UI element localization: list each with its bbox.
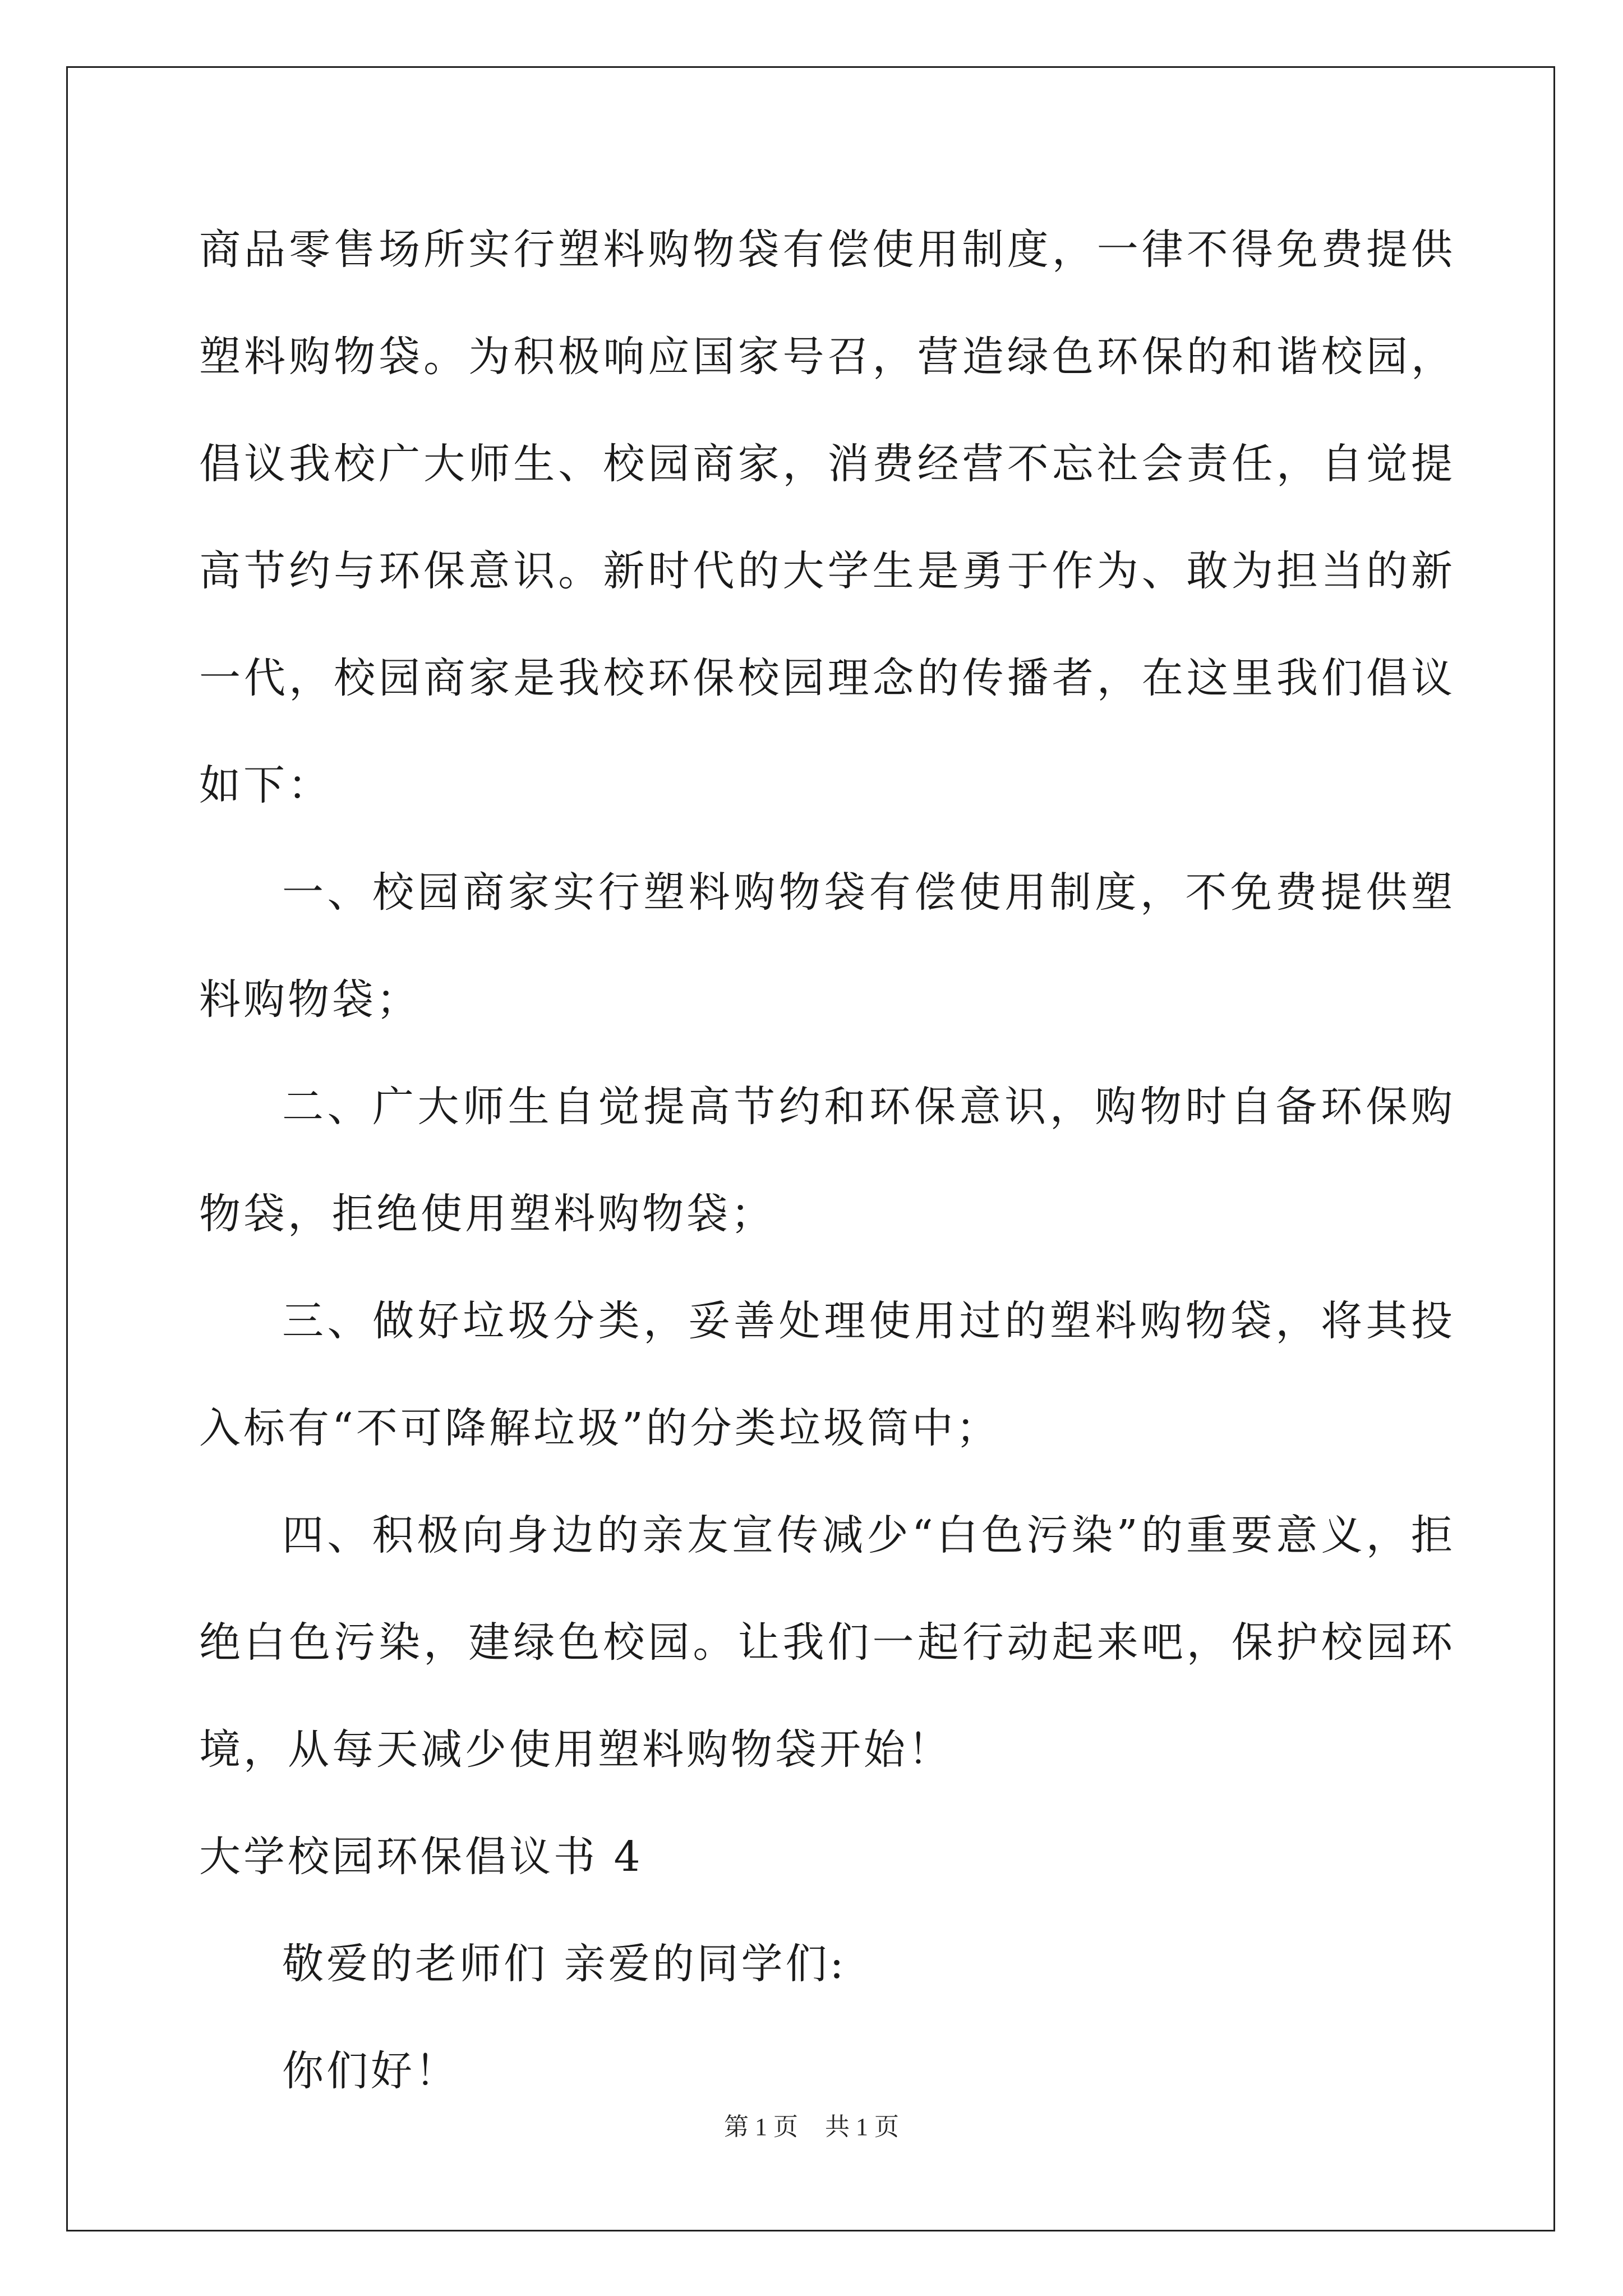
salutation: 敬爱的老师们 亲爱的同学们:	[282, 1940, 847, 1988]
greeting: 你们好！	[282, 2047, 459, 2095]
paragraph-item-3: 三、做好垃圾分类，妥善处理使用过的塑料购物袋，将其投入标有“不可降解垃圾”的分类垃圾筒中；	[199, 1297, 1455, 1452]
paragraph-item-1: 一、校园商家实行塑料购物袋有偿使用制度，不免费提供塑料购物袋；	[199, 868, 1455, 1024]
paragraph-item-4: 四、积极向身边的亲友宣传减少“白色污染”的重要意义，拒绝白色污染，建绿色校园。让我们一起行动起来吧，保护校园环境，从每天减少使用塑料购物袋开始！	[199, 1511, 1455, 1774]
page-footer	[0, 2106, 1623, 2142]
page-number: 第 1 页	[724, 2113, 798, 2141]
page-total: 共 1 页	[825, 2113, 899, 2141]
document-body	[199, 196, 1455, 2125]
paragraph-item-2: 二、广大师生自觉提高节约和环保意识，购物时自备环保购物袋，拒绝使用塑料购物袋；	[199, 1083, 1455, 1238]
section-heading: 大学校园环保倡议书 4	[199, 1833, 643, 1881]
paragraph-intro: 商品零售场所实行塑料购物袋有偿使用制度，一律不得免费提供塑料购物袋。为积极响应国家号召，营造绿色环保的和谐校园，倡议我校广大师生、校园商家，消费经营不忘社会责任，自觉提高节约与环保意识。新时代的大学生是勇于作为、敢为担当的新一代，校园商家是我校环保校园理念的传播者，在这里我们倡议如下：	[199, 226, 1455, 809]
